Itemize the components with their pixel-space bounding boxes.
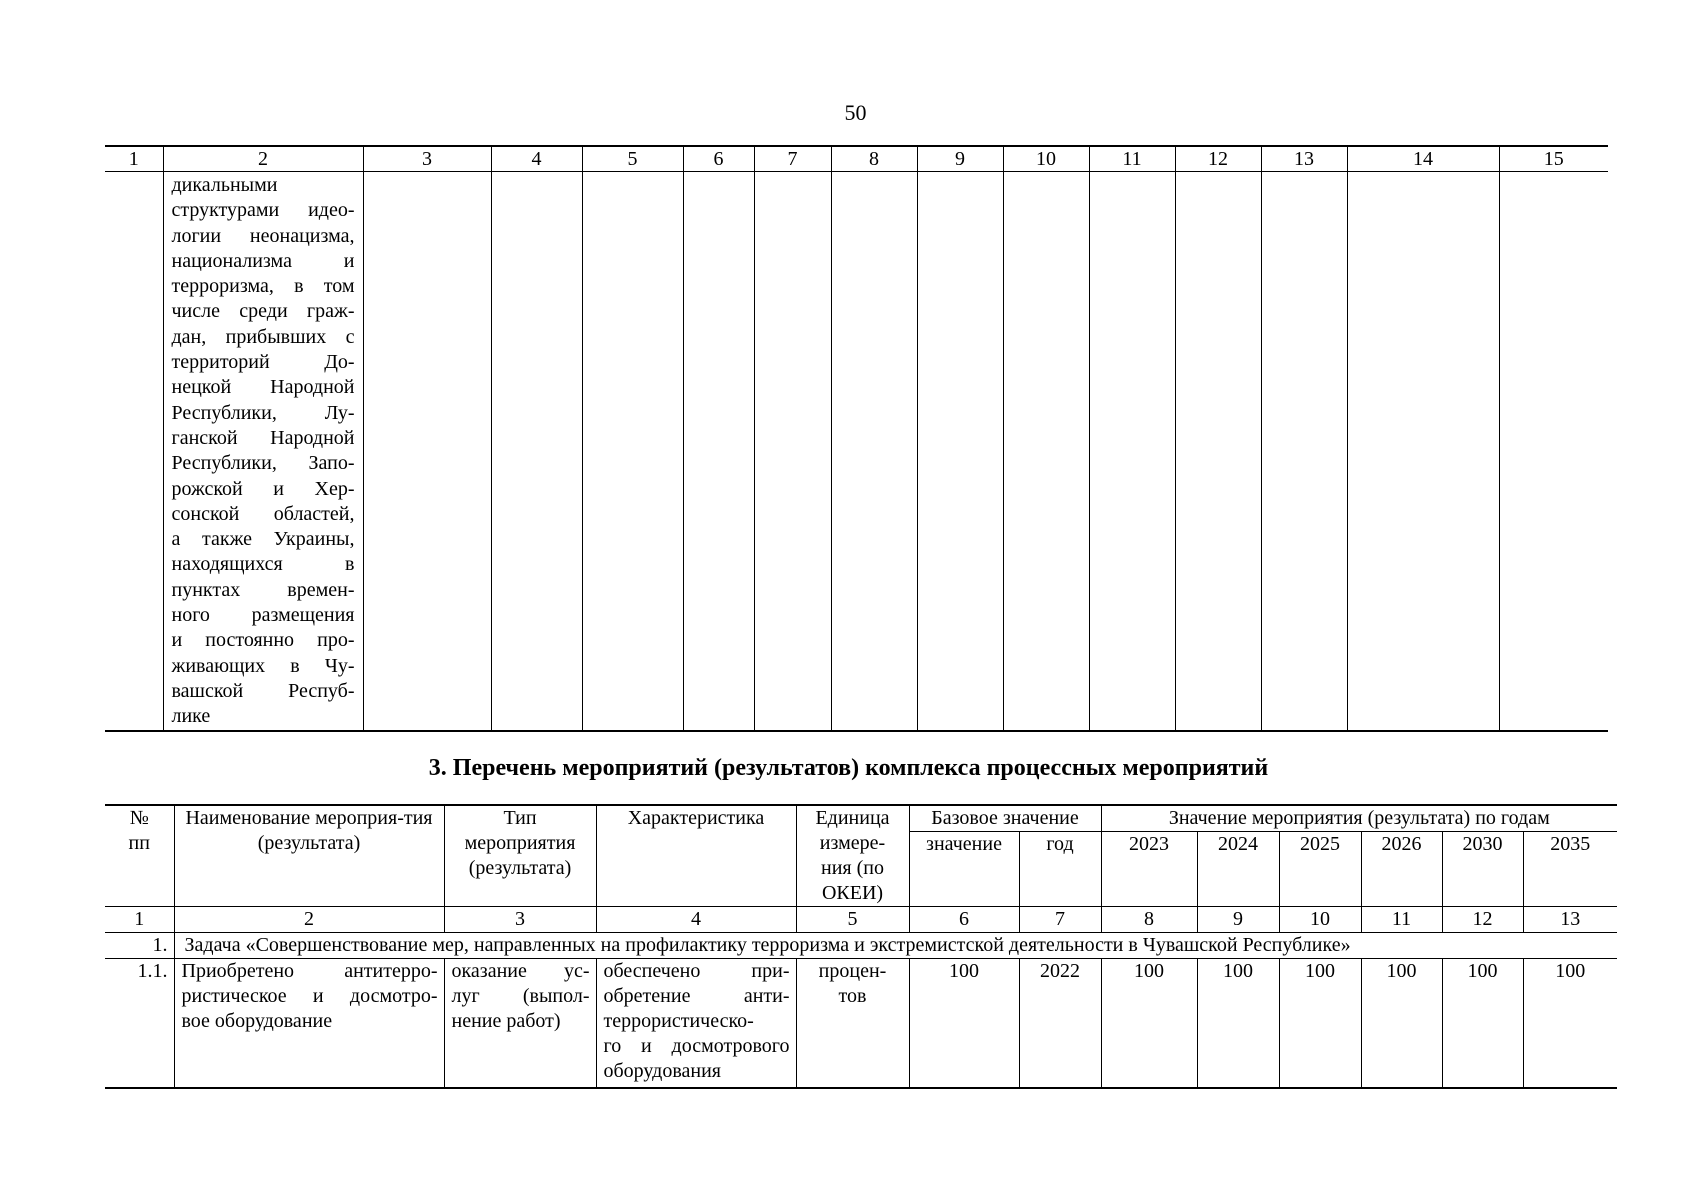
header-year: 2024 [1197, 832, 1279, 907]
text-line: вашской Респуб- [171, 679, 355, 702]
row-value: 100 [1523, 959, 1617, 1089]
col-num: 9 [1197, 907, 1279, 933]
text-line: рожской и Хер- [171, 477, 355, 500]
continuation-row [105, 172, 1608, 732]
activities-table [105, 804, 1617, 1089]
col-num: 8 [831, 146, 917, 172]
empty-cell [683, 172, 754, 732]
text-line: дан, прибывших с [171, 325, 355, 348]
continuation-text [164, 172, 363, 730]
col-num: 12 [1442, 907, 1523, 933]
header-row-1 [105, 805, 1617, 832]
empty-cell [105, 172, 163, 732]
text-line: числе среди граж- [171, 300, 355, 323]
header-years-group: Значение мероприятия (результата) по годам [1101, 805, 1617, 832]
text-line: нецкой Народной [171, 376, 355, 399]
text-line: Приобретено антитерро- [181, 960, 438, 982]
col-num: 1 [105, 907, 174, 933]
row-value: 100 [1361, 959, 1442, 1089]
col-num: 4 [491, 146, 582, 172]
header-characteristic: Характеристика [596, 805, 796, 907]
task-row [105, 933, 1617, 959]
text-line: обеспечено при- [603, 960, 790, 982]
col-num: 10 [1003, 146, 1089, 172]
text-line: Республики, Лу- [171, 401, 355, 424]
header-year: 2025 [1279, 832, 1361, 907]
row-base-year: 2022 [1019, 959, 1101, 1089]
row-type [444, 959, 596, 1089]
row-value: 100 [1279, 959, 1361, 1089]
table-row [105, 959, 1617, 1089]
task-num: 1. [105, 933, 174, 959]
col-num: 3 [444, 907, 596, 933]
header-unit: Единица измере-ния (по ОКЕИ) [796, 805, 909, 907]
col-num: 14 [1347, 146, 1499, 172]
col-num: 2 [174, 907, 444, 933]
column-number-row [105, 907, 1617, 933]
row-value: 100 [1442, 959, 1523, 1089]
text-line: дикальными [171, 174, 278, 196]
col-num: 5 [796, 907, 909, 933]
header-base-value: значение [909, 832, 1019, 907]
col-num: 13 [1261, 146, 1347, 172]
text-line: процен- [818, 960, 887, 982]
row-base-value: 100 [909, 959, 1019, 1089]
header-year: 2030 [1442, 832, 1523, 907]
continuation-table [105, 145, 1608, 732]
text-line: террористическо- [603, 1010, 754, 1032]
col-num: 6 [683, 146, 754, 172]
header-base-value-group: Базовое значение [909, 805, 1101, 832]
col-num: 3 [363, 146, 491, 172]
empty-cell [1003, 172, 1089, 732]
empty-cell [831, 172, 917, 732]
page-number: 50 [844, 100, 867, 125]
header-year: 2035 [1523, 832, 1617, 907]
col-num: 11 [1089, 146, 1175, 172]
col-num: 8 [1101, 907, 1197, 933]
col-num: 15 [1499, 146, 1608, 172]
task-text: Задача «Совершенствование мер, направленных на профилактику терроризма и экстремистской деятельности в Чувашской Республике» [174, 933, 1617, 959]
col-num: 1 [105, 146, 163, 172]
text-line: пунктах времен- [171, 578, 355, 601]
row-value: 100 [1197, 959, 1279, 1089]
row-characteristic [596, 959, 796, 1089]
empty-cell [1175, 172, 1261, 732]
text-line: ганской Народной [171, 426, 355, 449]
col-num: 5 [582, 146, 683, 172]
text-line: нение работ) [451, 1010, 561, 1032]
text-line: находящихся в [171, 553, 355, 576]
header-num: № пп [105, 805, 174, 907]
text-line: ристическое и досмотро- [181, 985, 438, 1007]
text-line: Республики, Запо- [171, 452, 355, 475]
header-year: 2023 [1101, 832, 1197, 907]
header-name: Наименование мероприя-тия (результата) [174, 805, 444, 907]
row-value: 100 [1101, 959, 1197, 1089]
empty-cell [582, 172, 683, 732]
col-num: 11 [1361, 907, 1442, 933]
col-num: 13 [1523, 907, 1617, 933]
text-line: луг (выпол- [451, 985, 590, 1007]
text-line: территорий До- [171, 351, 355, 374]
section-title: 3. Перечень мероприятий (результатов) комплекса процессных мероприятий [428, 755, 1269, 781]
text-line: и постоянно про- [171, 629, 355, 652]
empty-cell [917, 172, 1003, 732]
text-line: сонской областей, [171, 502, 355, 525]
text-line: логии неонацизма, [171, 224, 355, 247]
col-num: 12 [1175, 146, 1261, 172]
row-name [174, 959, 444, 1089]
header-year: 2026 [1361, 832, 1442, 907]
text-line: обретение анти- [603, 985, 790, 1007]
empty-cell [491, 172, 582, 732]
text-line: го и досмотрового [603, 1035, 790, 1057]
column-number-row [105, 146, 1608, 172]
row-unit [796, 959, 909, 1089]
text-line: оборудования [603, 1060, 721, 1082]
text-line: оказание ус- [451, 960, 590, 982]
empty-cell [1261, 172, 1347, 732]
text-line: терроризма, в том [171, 275, 355, 298]
col-num: 10 [1279, 907, 1361, 933]
col-num: 2 [163, 146, 363, 172]
empty-cell [754, 172, 831, 732]
col-num: 9 [917, 146, 1003, 172]
text-line: вое оборудование [181, 1010, 333, 1032]
text-line: а также Украины, [171, 528, 355, 551]
text-line: ного размещения [171, 604, 355, 627]
header-type: Тип мероприятия (результата) [444, 805, 596, 907]
col-num: 4 [596, 907, 796, 933]
empty-cell [1089, 172, 1175, 732]
col-num: 6 [909, 907, 1019, 933]
text-line: лике [171, 705, 211, 728]
empty-cell [1499, 172, 1608, 732]
text-line: живающих в Чу- [171, 654, 355, 677]
row-num: 1.1. [105, 959, 174, 1089]
empty-cell [1347, 172, 1499, 732]
header-base-year: год [1019, 832, 1101, 907]
col-num: 7 [754, 146, 831, 172]
text-line: тов [838, 985, 867, 1007]
text-line: национализма и [171, 249, 355, 272]
col-num: 7 [1019, 907, 1101, 933]
empty-cell [363, 172, 491, 732]
continuation-text-cell [163, 172, 363, 732]
text-line: структурами идео- [171, 199, 355, 222]
